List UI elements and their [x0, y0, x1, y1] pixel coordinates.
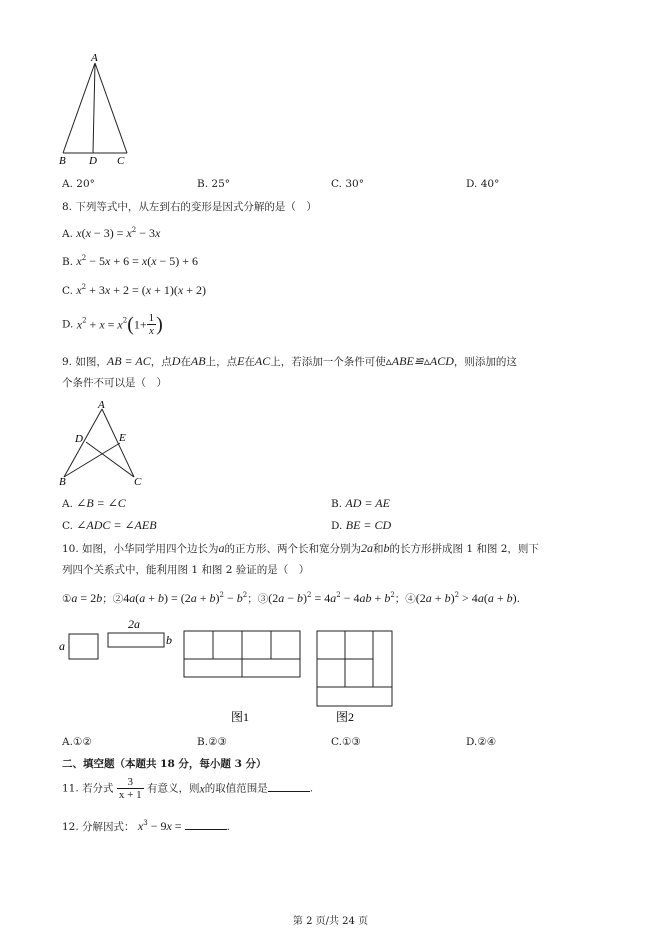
- q10-figure-2: [317, 631, 392, 706]
- q8-option-a[interactable]: A. $x(x - 3) = x^2 - 3x$: [62, 226, 161, 240]
- q7-triangle-figure: [55, 50, 140, 170]
- q10-fig2-caption: 图2: [336, 710, 355, 724]
- q9-label-E: E: [119, 432, 126, 444]
- q10-option-d[interactable]: D.②④: [466, 736, 497, 748]
- page-footer: 第 2 页/共 24 页: [292, 916, 369, 927]
- q7-option-d[interactable]: D. 40°: [466, 178, 500, 190]
- q7-option-b[interactable]: B. 25°: [197, 178, 231, 190]
- q12-answer-blank[interactable]: [185, 819, 227, 830]
- q7-option-a[interactable]: A. 20°: [62, 178, 95, 190]
- q10-figure: [55, 614, 405, 728]
- q9-label-B: B: [59, 476, 66, 488]
- q10-option-b[interactable]: B.②③: [197, 736, 227, 748]
- q9-label-D: D: [75, 433, 83, 445]
- q7-label-C: C: [117, 155, 125, 167]
- q12-stem: 12. 分解因式： $x^3 - 9x$ = .: [62, 819, 230, 833]
- q8-stem: 8. 下列等式中，从左到右的变形是因式分解的是（ ）: [62, 201, 317, 213]
- q7-label-D: D: [89, 155, 97, 167]
- q11-answer-blank[interactable]: [268, 781, 310, 792]
- q8-option-b[interactable]: B. $x^2 - 5x + 6 = x(x - 5) + 6$: [62, 254, 199, 268]
- q7-label-B: B: [59, 155, 66, 167]
- q10-label-2a: 2a: [128, 617, 140, 631]
- q9-option-b[interactable]: B. AD = AE: [331, 496, 390, 510]
- q8-option-d[interactable]: D. $x^2 + x = x^2(1+$ $\frac{1}{x}$ ): [62, 312, 163, 337]
- q10-rect-piece: [108, 633, 164, 647]
- q10-figure-1: [184, 631, 300, 677]
- q10-option-a[interactable]: A.①②: [62, 736, 92, 748]
- q9-figure: [55, 397, 155, 491]
- q9-option-a[interactable]: A. ∠B = ∠C: [62, 496, 126, 510]
- q10-label-b: b: [166, 633, 172, 647]
- q9-option-c[interactable]: C. ∠ADC = ∠AEB: [62, 518, 157, 532]
- q10-stem-line1: 10. 如图，小华同学用四个边长为a的正方形、两个长和宽分别为2a和b的长方形拼成图 1 和图 2，则下: [62, 541, 539, 555]
- q9-label-A: A: [98, 399, 105, 411]
- section-2-title: 二、填空题（本题共 18 分，每小题 3 分）: [62, 758, 267, 770]
- q10-relations: ①a = 2b；②4a(a + $b) = (2a + b)^2 - b^2$；③(2a − $b)^2 = 4a^2 - 4ab + b^2$；④(2a + b)$^2$ > 4a(a + b).: [62, 591, 520, 605]
- q9-option-d[interactable]: D. BE = CD: [331, 518, 392, 532]
- q9-stem-line1: 9. 如图，AB = AC，点D在AB上，点E在AC上，若添加一个条件可使▵ABE≌▵ACD，则添加的这: [62, 354, 517, 368]
- q10-stem-line2: 列四个关系式中，能利用图 1 和图 2 验证的是（ ）: [62, 564, 310, 576]
- q11-stem: 11. 若分式 $\frac{3}{x + 1}$ 有意义，则x的取值范围是 .: [62, 776, 314, 801]
- q10-label-a: a: [59, 639, 65, 653]
- q10-option-c[interactable]: C.①③: [331, 736, 361, 748]
- q8-option-c[interactable]: C. $x^2 + 3x + 2 = (x + 1)(x + 2)$: [62, 283, 206, 297]
- q9-label-C: C: [134, 476, 142, 488]
- q7-option-c[interactable]: C. 30°: [331, 178, 364, 190]
- q10-square-piece: [69, 634, 98, 659]
- q7-label-A: A: [91, 52, 98, 64]
- q9-stem-line2: 个条件不可以是（ ）: [62, 377, 167, 389]
- q10-fig1-caption: 图1: [231, 710, 250, 724]
